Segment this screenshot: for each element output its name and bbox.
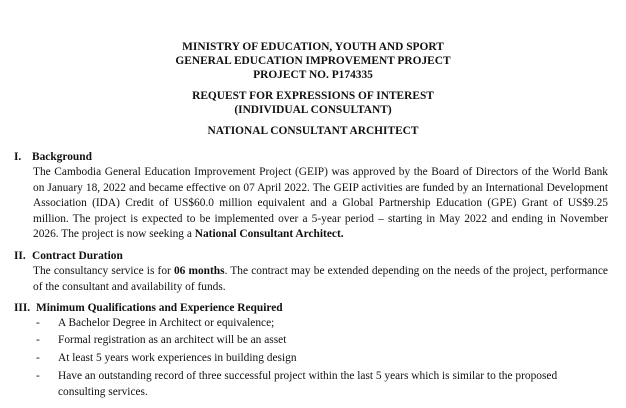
contract-paragraph — [33, 264, 608, 295]
bullet-dash: - — [36, 352, 40, 364]
qualification-text: At least 5 years work experiences in building design — [58, 352, 297, 364]
qualification-text: Have an outstanding record of three successful project within the last 5 years which is similar to the proposed consulting services. — [58, 370, 558, 398]
bullet-dash: - — [36, 317, 40, 329]
bullet-dash: - — [36, 370, 40, 382]
contract-text-end: . The contract may be extended depending on the needs of the project, performance of the consultant and availability of funds. — [33, 265, 608, 293]
qualification-text: A Bachelor Degree in Architect or equivalence; — [58, 317, 275, 329]
project-number-heading: PROJECT NO. P174335 — [253, 69, 373, 81]
project-name-heading: GENERAL EDUCATION IMPROVEMENT PROJECT — [175, 55, 451, 67]
bullet-dash: - — [36, 334, 40, 346]
qualification-text: Formal registration as an architect will be an asset — [58, 334, 287, 346]
position-heading: NATIONAL CONSULTANT ARCHITECT — [207, 125, 419, 137]
background-text: The Cambodia General Education Improvement Project (GEIP) was approved by the Board of Directors of the World Bank on January 18, 2022 and became effective on 07 April 2022. The GEIP activities are funded by an International Development Association (IDA) Credit of US$60.0 million equivalent and a Global Partnership Education (GPE) Grant of US$9.25 million. The project is expected to be implemented over a 5-year period – starting in May 2022 and ending in November 2026. The project is now seeking a — [33, 166, 608, 240]
background-position-emphasis: National Consultant Architect. — [194, 228, 344, 240]
section-number: III. — [14, 302, 31, 314]
contract-duration-emphasis: 06 months — [173, 265, 225, 277]
section-label: Background — [32, 151, 92, 163]
contract-text: The consultancy service is for — [33, 265, 174, 277]
section-number: II. — [14, 250, 26, 262]
section-label: Minimum Qualifications and Experience Required — [36, 302, 283, 314]
request-heading: REQUEST FOR EXPRESSIONS OF INTEREST — [192, 90, 434, 102]
section-label: Contract Duration — [32, 250, 123, 262]
ministry-heading: MINISTRY OF EDUCATION, YOUTH AND SPORT — [182, 41, 444, 53]
section-number: I. — [14, 151, 22, 163]
background-paragraph — [33, 165, 608, 243]
consultant-type-heading: (INDIVIDUAL CONSULTANT) — [234, 104, 392, 116]
